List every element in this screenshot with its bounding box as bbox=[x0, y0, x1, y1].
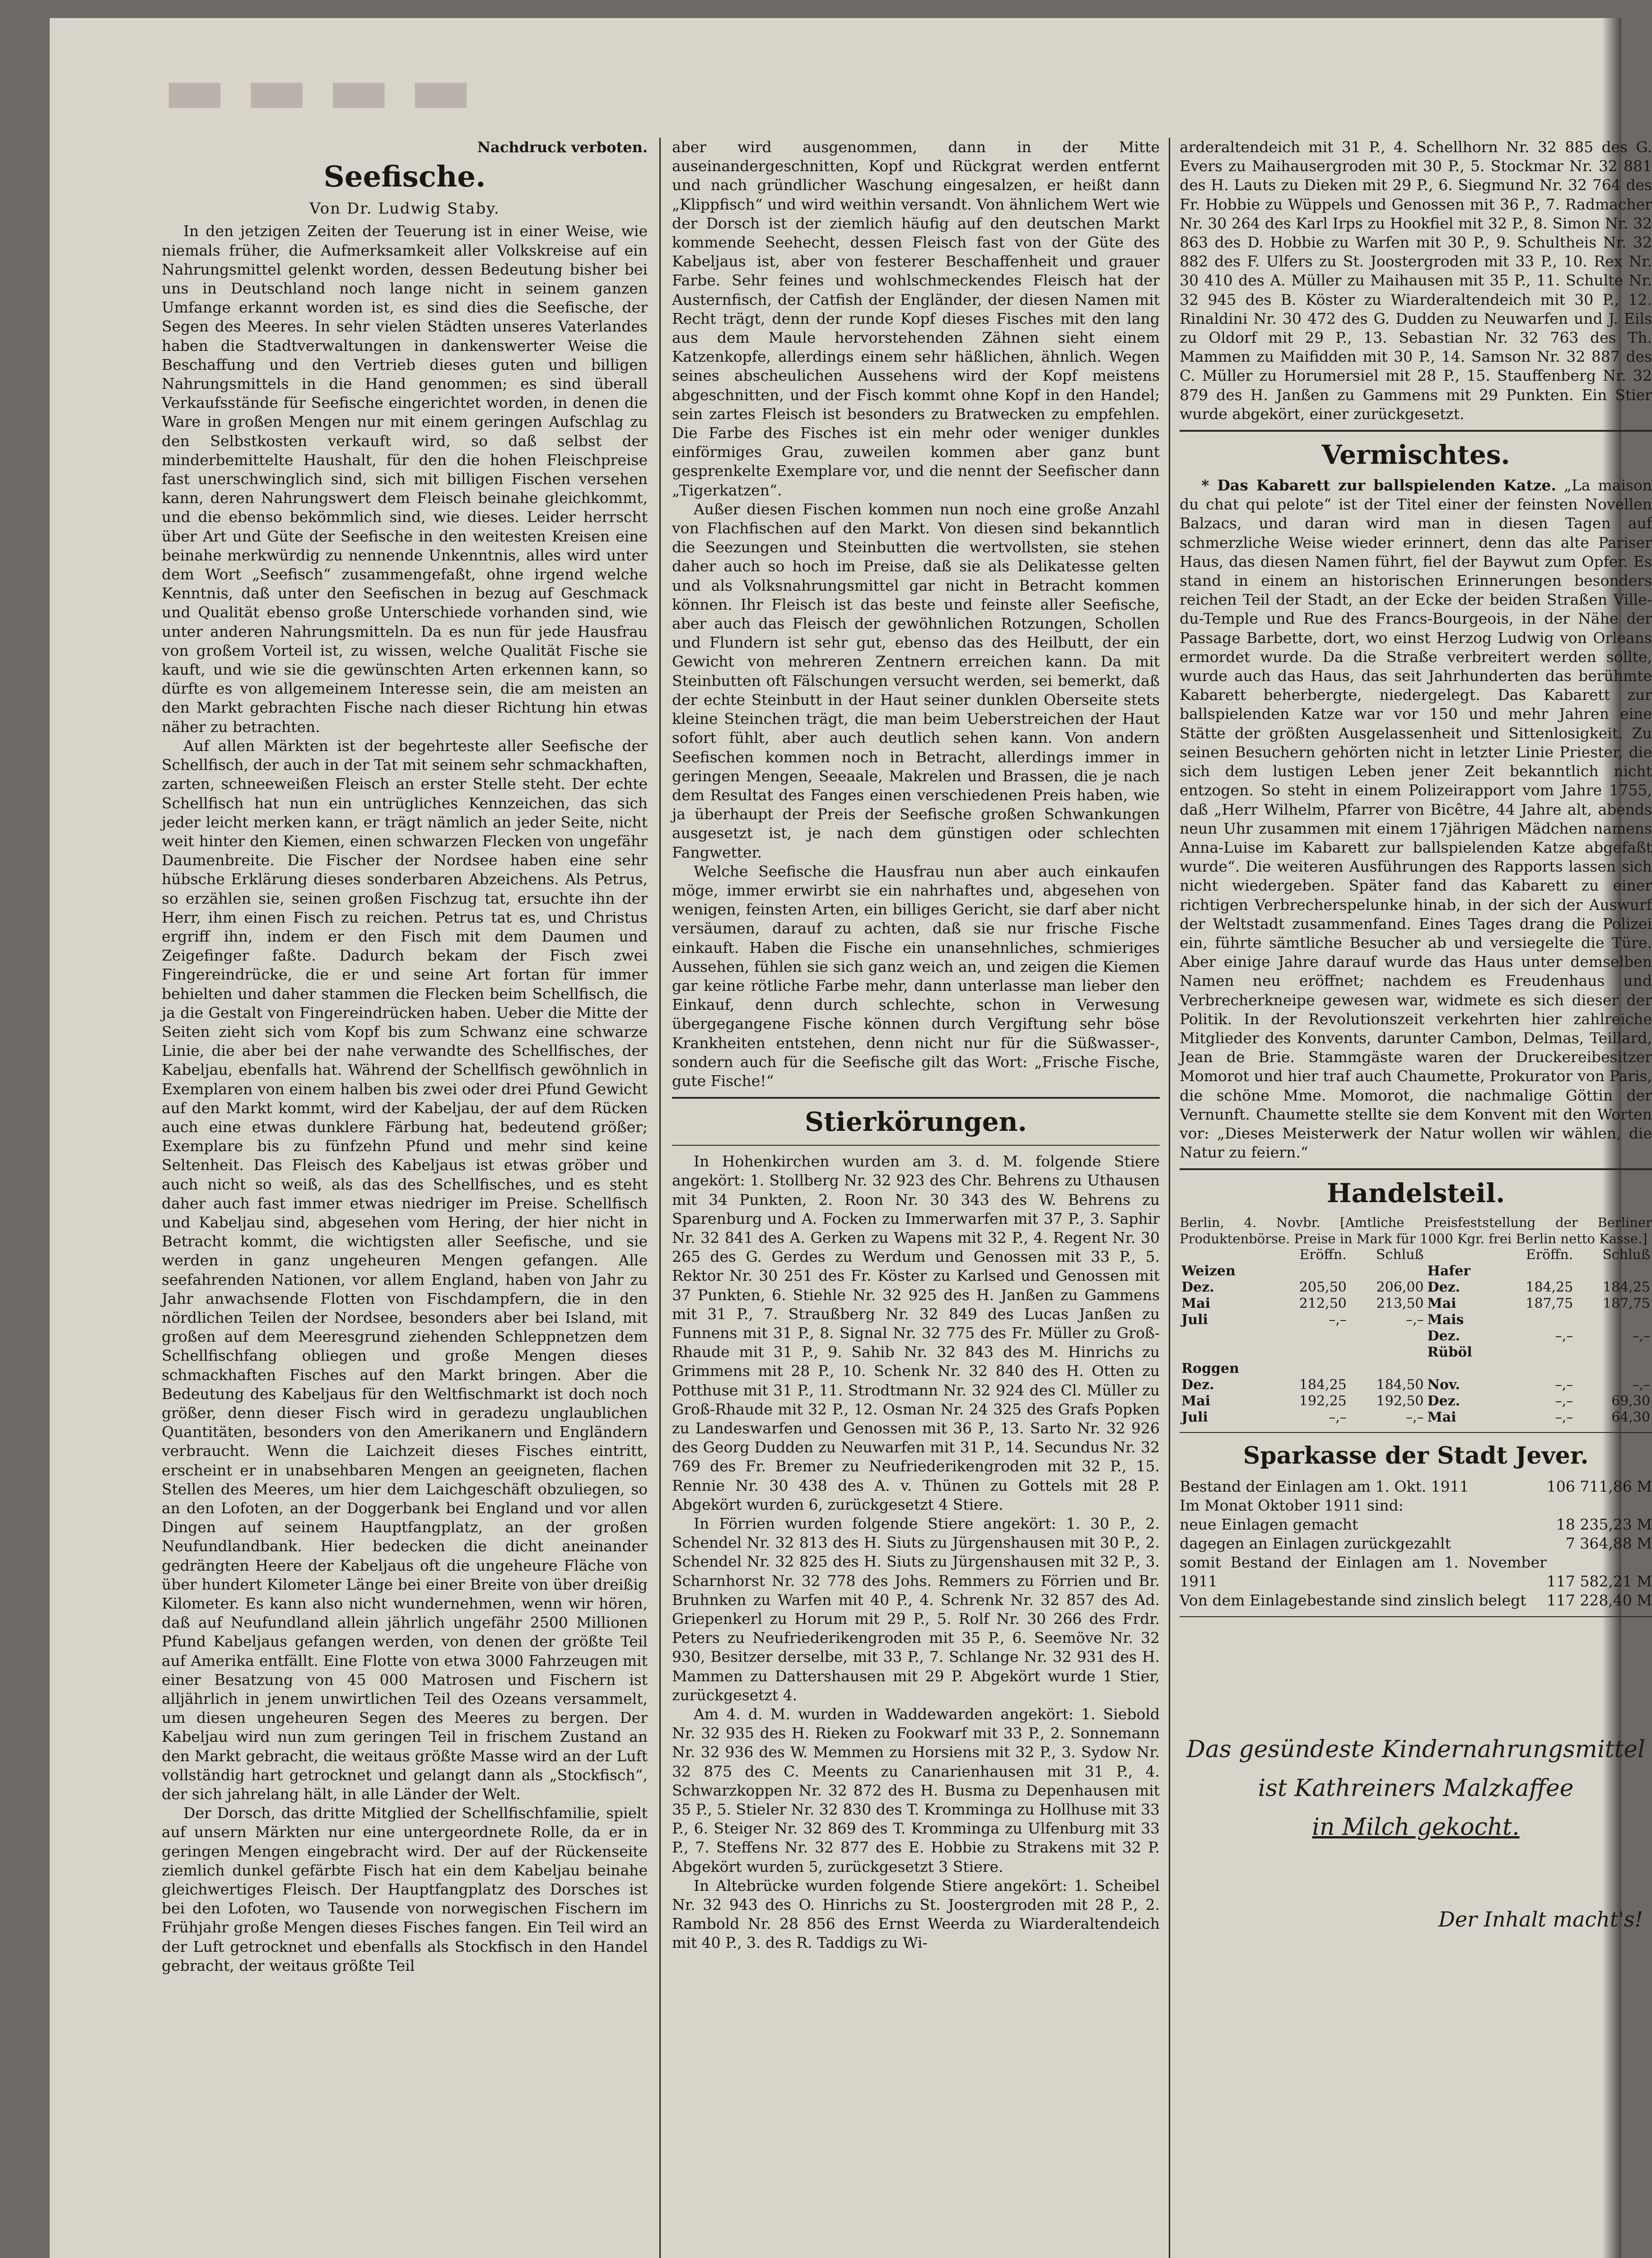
table-row bbox=[1180, 1477, 1652, 1496]
article-paragraph: Außer diesen Fischen kommen nun noch eine große Anzahl von Flachfischen auf den Markt. Von diesen sind bekanntlich die Seezungen und Steinbutten die wertvollsten, sie stehen daher auch so hoch im Preise, daß sie als Delikatesse gelten und als Volksnahrungsmittel gar nicht in Betracht kommen können. Ihr Fleisch ist das beste und feinste aller Seefische, aber auch das Fleisch der gewöhnlichen Rotzungen, Schollen und Flundern ist sehr gut, ebenso das des Heilbutt, der ein Gewicht von mehreren Zentnern erreichen kann. Da mit Steinbutten oft Fälschungen versucht werden, sei bemerkt, daß der echte Steinbutt in der Haut seiner dunklen Oberseite stets kleine Steinchen trägt, die man beim Ueberstreichen der Haut sofort fühlt, aber auch deutlich sehen kann. Von andern Seefischen kommen noch in Betracht, allerdings immer in geringen Mengen, Seeaale, Makrelen und Brassen, die je nach dem Resultat des Fanges einen verschiedenen Preis haben, wie ja überhaupt der Preis der Seefische großen Schwankungen ausgesetzt ist, je nach dem günstigen oder schlechten Fangwetter. bbox=[672, 500, 1160, 861]
table-cell: –,– bbox=[1329, 1312, 1347, 1328]
table-cell: Mai bbox=[1181, 1296, 1211, 1312]
table-row bbox=[1180, 1393, 1652, 1409]
handwritten-signature: Der Inhalt macht's! bbox=[1438, 1907, 1643, 1932]
table-row bbox=[1180, 1534, 1652, 1553]
table-cell bbox=[1349, 1361, 1426, 1377]
table-cell: Juli bbox=[1181, 1409, 1208, 1426]
column-rule-1 bbox=[659, 138, 661, 2258]
table-cell bbox=[1498, 1344, 1575, 1361]
article-paragraph: Auf allen Märkten ist der begehrteste aller Seefische der Schellfisch, der auch in der Tat mit seinem sehr schmackhaften, zarten, schneeweißen Fleisch an erster Stelle steht. Der echte Schellfisch hat nun ein untrügliches Kennzeichen, das sich jeder leicht merken kann, er trägt nämlich an jeder Seite, nicht weit hinter den Kiemen, einen schwarzen Flecken von ungefähr Daumenbreite. Die Fischer der Nordsee haben eine sehr hübsche Erklärung dieses sonderbaren Abzeichens. Als Petrus, so erzählen sie, seinen großen Fischzug tat, ersuchte ihn der Herr, ihm einen Fisch zu reichen. Petrus tat es, und Christus ergriff ihn, indem er den Fisch mit dem Daumen und Zeigefinger faßte. Dadurch bekam der Fisch zwei Fingereindrücke, die er und seine Art fortan für immer behielten und daher stammen die Flecken beim Schellfisch, die ja die Gestalt von Fingereindrücken haben. Ueber die Mitte der Seiten zieht sich vom Kopf bis zum Schwanz eine schwarze Linie, die aber bei der nahe verwandte des Schellfisches, der Kabeljau, ebenfalls hat. Während der Schellfisch gewöhnlich in Exemplaren von einem halben bis zwei oder drei Pfund Gewicht auf den Markt kommt, wird der Kabeljau, der auf dem Rücken auch eine etwas dunklere Färbung hat, bedeutend größer; Exemplare bis zu fünfzehn Pfund und mehr sind keine Seltenheit. Das Fleisch des Kabeljaus ist etwas gröber und auch nicht so weiß, als das des Schellfisches, und es steht daher auch fast immer etwas niedriger im Preise. Schellfisch und Kabeljau sind, abgesehen vom Hering, der hier nicht in Betracht kommt, die wichtigsten aller Seefische, und sie werden in ganz ungeheuren Mengen gefangen. Alle seefahrenden Nationen, vor allem England, haben von Jahr zu Jahr anwachsende Flotten von Fischdampfern, die in den nördlichen Teilen der Nordsee, besonders aber bei Island, mit großen auf dem Meeresgrund ziehenden Schleppnetzen dem Schellfischfang obliegen und große Mengen dieses schmackhaften Fisches auf den Markt bringen. Aber die Bedeutung des Kabeljaus für den Weltfischmarkt ist doch noch größer, denn dieser Fisch wird in geradezu unglaublichen Quantitäten, besonders von den Amerikanern und Engländern verbraucht. Wenn die Laichzeit dieses Fisches eintritt, erscheint er in unabsehbaren Mengen an geeigneten, flachen Stellen des Meeres, um hier dem Laichgeschäft obzuliegen, so an den Lofoten, an der Doggerbank bei England und vor allen Dingen auf seinem Hauptfangplatz, an der großen Neufundlandbank. Hier bedecken die dicht aneinander gedrängten Heere der Kabeljaus oft die ungeheure Fläche von über hundert Kilometer Länge bei einer Breite von über dreißig Kilometer. Es kann also nicht wundernehmen, wenn wir hören, daß auf Neufundland allein jährlich ungefähr 2500 Millionen Pfund Kabeljaus gefangen werden, von denen der größte Teil auf Amerika entfällt. Eine Flotte von etwa 3000 Fahrzeugen mit einer Besatzung von 45 000 Matrosen und Fischern ist alljährlich in jenem unwirtlichen Teil des Ozeans versammelt, um diesen ungeheuren Segen des Meeres zu bergen. Der Kabeljau wird nun zum geringen Teil in frischem Zustand an den Markt gebracht, die weitaus größte Masse wird an der Luft vollständig hart getrocknet und gelangt dann als „Stockfisch“, der sich jahrelang hält, in alle Länder der Welt. bbox=[162, 737, 648, 1803]
handwritten-line: Das gesündeste Kindernahrungsmittel bbox=[1186, 1736, 1645, 1763]
savings-label: somit Bestand der Einlagen am 1. November 1911 bbox=[1180, 1554, 1547, 1591]
table-cell: Dez. bbox=[1427, 1279, 1461, 1296]
table-cell bbox=[1349, 1328, 1426, 1344]
savings-value: 7 364,88 M bbox=[1565, 1535, 1652, 1553]
column-header: Eröffn. bbox=[1299, 1247, 1347, 1263]
savings-label: Im Monat Oktober 1911 sind: bbox=[1180, 1497, 1404, 1515]
table-cell bbox=[1272, 1263, 1349, 1279]
report-paragraph: arderaltendeich mit 31 P., 4. Schellhorn Nr. 32 885 des G. Evers zu Maihausergroden mit 30 P., 5. Stockmar Nr. 32 881 des H. Lauts zu Dieken mit 29 P., 6. Siegmund Nr. 32 764 des Fr. Hobbie zu Wüppels und Genossen mit 36 P., 7. Radmacher Nr. 30 264 des Karl Irps zu Hookfiel mit 32 P., 8. Simon Nr. 32 863 des D. Hobbie zu Warfen mit 30 P., 9. Schultheis Nr. 32 882 des F. Ulfers zu St. Joostergroden mit 33 P., 10. Rex Nr. 30 410 des A. Müller zu Maihausen mit 35 P., 11. Schulte Nr. 32 945 des B. Köster zu Wiarderaltendeich mit 30 P., 12. Rinaldini Nr. 30 472 des G. Dudden zu Neuwarfen und J. Eils zu Oldorf mit 29 P., 13. Sebastian Nr. 32 763 des Th. Mammen zu Maifidden mit 30 P., 14. Samson Nr. 32 887 des C. Müller zu Horumersiel mit 28 P., 15. Stauffenberg Nr. 32 879 des H. Janßen zu Gammens mit 29 Punkten. Ein Stier wurde abgekört, einer zurückgesetzt. bbox=[1180, 138, 1652, 423]
table-header-row bbox=[1180, 1247, 1652, 1263]
table-row bbox=[1180, 1377, 1652, 1393]
table-cell: Juli bbox=[1181, 1312, 1208, 1328]
section-title-handelsteil: Handelsteil. bbox=[1326, 1178, 1505, 1209]
table-cell: –,– bbox=[1632, 1377, 1650, 1393]
column-header: Schluß bbox=[1376, 1247, 1424, 1263]
table-cell: –,– bbox=[1405, 1409, 1424, 1426]
savings-value: 18 235,23 M bbox=[1556, 1516, 1652, 1534]
savings-label: Bestand der Einlagen am 1. Okt. 1911 bbox=[1180, 1478, 1469, 1496]
table-row bbox=[1180, 1263, 1652, 1279]
news-item-headline: * Das Kabarett zur ballspielenden Katze. bbox=[1201, 476, 1556, 495]
table-cell: Rüböl bbox=[1427, 1344, 1472, 1361]
table-cell: –,– bbox=[1555, 1328, 1573, 1344]
table-cell: 192,50 bbox=[1376, 1393, 1424, 1409]
savings-value bbox=[1547, 1496, 1652, 1515]
section-title-stierkoerungen: Stierkörungen. bbox=[805, 1106, 1027, 1138]
table-row bbox=[1180, 1591, 1652, 1610]
table-row bbox=[1180, 1515, 1652, 1534]
table-cell bbox=[1575, 1361, 1652, 1377]
table-cell: Mais bbox=[1427, 1312, 1464, 1328]
savings-bank-table bbox=[1180, 1477, 1652, 1610]
table-cell: 184,25 bbox=[1299, 1377, 1347, 1393]
savings-value: 106 711,86 M bbox=[1546, 1478, 1652, 1496]
table-row bbox=[1180, 1279, 1652, 1296]
table-cell bbox=[1180, 1328, 1272, 1344]
table-cell: –,– bbox=[1405, 1312, 1424, 1328]
table-cell: 184,25 bbox=[1526, 1279, 1573, 1296]
section-title-sparkasse: Sparkasse der Stadt Jever. bbox=[1243, 1442, 1589, 1470]
table-cell: –,– bbox=[1555, 1393, 1573, 1409]
table-cell: 192,25 bbox=[1299, 1393, 1347, 1409]
column-header: Schluß bbox=[1602, 1247, 1650, 1263]
section-divider bbox=[1180, 1616, 1652, 1617]
table-cell bbox=[1180, 1344, 1272, 1361]
table-cell: 206,00 bbox=[1376, 1279, 1424, 1296]
table-cell bbox=[1272, 1328, 1349, 1344]
news-item-text: „La maison du chat qui pelote“ ist der Titel einer der feinsten Novellen Balzacs, und daran wird man in diesen Tagen auf schmerzliche Weise wieder erinnert, denn das alte Pariser Haus, das diesen Namen führt, fiel der Baywut zum Opfer. Es stand in einem an historischen Erinnerungen besonders reichen Teil der Stadt, an der Ecke der beiden Straßen Ville-du-Temple und Rue des Francs-Bourgeois, in der Nähe der Passage Barbette, dort, wo einst Herzog Ludwig von Orleans ermordet wurde. Da die Straße verbreitert werden sollte, wurde auch das Haus, das seit Jahrhunderten das berühmte Kabarett beherbergte, niedergelegt. Das Kabarett zur ballspielenden Katze war vor 150 und mehr Jahren eine Stätte der größten Ausgelassenheit und Sittenlosigkeit. Zu seinen Besuchern gehörten nicht in letzter Linie Priester, die sich dem lustigen Leben jener Zeit bekanntlich nicht entzogen. So steht in einem Polizeirapport vom Jahre 1755, daß „Herr Wilhelm, Pfarrer von Bicêtre, 44 Jahre alt, abends neun Uhr zusammen mit einem 17jährigen Mädchen namens Anna-Luise im Kabarett zur ballspielenden Katze abgefaßt wurde“. Die weiteren Ausführungen des Rapports lassen sich nicht wiedergeben. Später fand das Kabarett zu einer richtigen Verbrecherspelunke hinab, in der sich der Auswurf der Weltstadt zusammenfand. Eines Tages drang die Polizei ein, führte sämtliche Besucher ab und versiegelte die Türe. Aber einige Jahre darauf wurde das Haus unter demselben Namen neu eröffnet; nachdem es Freudenhaus und Verbrecherkneipe gewesen war, widmete es sich dieser der Politik. In der Revolutionszeit verkehrten hier zahlreiche Mitglieder des Konvents, darunter Cambon, Delmas, Teillard, Jean de Brie. Stammgäste waren der Druckereibesitzer Momorot und hier traf auch Chaumette, Prokurator von Paris, die schöne Mme. Momorot, die nachmalige Göttin der Vernunft. Chaumette stellte sie dem Konvent mit den Worten vor: „Dieses Meisterwerk der Natur wollen wir wählen, die Natur zu feiern.“ bbox=[1180, 476, 1652, 1162]
section-divider bbox=[672, 1097, 1160, 1099]
table-row bbox=[1180, 1553, 1652, 1591]
handwritten-line: ist Kathreiners Malzkaffee bbox=[1258, 1775, 1574, 1802]
section-divider bbox=[1180, 430, 1652, 432]
table-cell: Mai bbox=[1181, 1393, 1211, 1409]
handwritten-advertisement bbox=[1180, 1730, 1652, 1847]
table-cell bbox=[1575, 1344, 1652, 1361]
market-report-header: Berlin, 4. Novbr. [Amtliche Preisfeststellung der Berliner Produktenbörse. Preise in Mark für 1000 Kgr. frei Berlin netto Kasse.] bbox=[1180, 1215, 1652, 1247]
table-cell: 187,75 bbox=[1603, 1296, 1650, 1312]
newspaper-page bbox=[50, 18, 1652, 2258]
table-cell: –,– bbox=[1555, 1377, 1573, 1393]
table-cell: –,– bbox=[1329, 1409, 1347, 1426]
table-cell bbox=[1498, 1361, 1575, 1377]
section-title-vermischtes: Vermischtes. bbox=[1321, 439, 1510, 471]
table-cell bbox=[1349, 1263, 1426, 1279]
table-cell: 212,50 bbox=[1299, 1296, 1347, 1312]
report-paragraph: Am 4. d. M. wurden in Waddewarden angekört: 1. Siebold Nr. 32 935 des H. Rieken zu Fookwarf mit 33 P., 2. Sonnemann Nr. 32 936 des W. Memmen zu Horsiens mit 32 P., 3. Sydow Nr. 32 875 des C. Meents zu Canarienhausen mit 31 P., 4. Schwarzkoppen Nr. 32 872 des H. Busma zu Depenhausen mit 35 P., 5. Stieler Nr. 32 830 des T. Kromminga zu Hollhuse mit 33 P., 6. Steiger Nr. 32 869 des T. Kromminga zu Ulfenburg mit 33 P., 7. Steffens Nr. 32 877 des E. Hobbie zu Strakens mit 32 P. Abgekört wurden 5, zurückgesetzt 3 Stiere. bbox=[672, 1705, 1160, 1875]
handwritten-line: in Milch gekocht. bbox=[1312, 1814, 1520, 1841]
report-paragraph: In Altebrücke wurden folgende Stiere angekört: 1. Scheibel Nr. 32 943 des O. Hinrichs zu St. Joostergroden mit 28 P., 2. Rambold Nr. 28 856 des Ernst Weerda zu Wiarderaltendeich mit 40 P., 3. des R. Taddigs zu Wi- bbox=[672, 1876, 1160, 1952]
section-divider bbox=[1180, 1432, 1652, 1433]
table-cell: 205,50 bbox=[1299, 1279, 1347, 1296]
table-cell: Dez. bbox=[1181, 1279, 1214, 1296]
table-cell: Dez. bbox=[1427, 1328, 1461, 1344]
table-cell: Hafer bbox=[1427, 1263, 1471, 1279]
table-row bbox=[1180, 1361, 1652, 1377]
news-item bbox=[1180, 476, 1652, 1162]
table-cell: –,– bbox=[1555, 1409, 1573, 1426]
report-paragraph: In Hohenkirchen wurden am 3. d. M. folgende Stiere angekört: 1. Stollberg Nr. 32 923 des Chr. Behrens zu Uthausen mit 34 Punkten, 2. Roon Nr. 30 343 des W. Behrens zu Sparenburg und A. Focken zu Immerwarfen mit 37 P., 3. Saphir Nr. 32 841 des A. Gerken zu Wapens mit 32 P., 4. Regent Nr. 30 265 des G. Gerdes zu Werdum und Genossen mit 33 P., 5. Rektor Nr. 30 251 des Fr. Köster zu Karlsed und Genossen mit 37 Punkten, 6. Stiehle Nr. 32 925 des H. Janßen zu Gammens mit 31 P., 7. Straußberg Nr. 32 849 des Lucas Janßen zu Funnens mit 31 P., 8. Signal Nr. 32 775 des Fr. Müller zu Groß-Rhaude mit 31 P., 9. Sahib Nr. 32 843 des M. Hinrichs zu Grimmens mit 28 P., 10. Schenk Nr. 32 840 des H. Otten zu Potthuse mit 31 P., 11. Strodtmann Nr. 32 924 des Cl. Müller zu Groß-Rhaude mit 32 P., 12. Osman Nr. 24 325 des Grafs Popken zu Landeswarfen und Genossen mit 36 P., 13. Sarto Nr. 32 926 des Georg Dudden zu Neuwarfen mit 31 P., 14. Secundus Nr. 32 769 des Fr. Bremer zu Neufriederikengroden mit 32 P., 15. Rennie Nr. 30 438 des A. v. Thünen zu Gottels mit 28 P. Abgekört wurden 6, zurückgesetzt 4 Stiere. bbox=[672, 1152, 1160, 1513]
table-cell bbox=[1498, 1263, 1575, 1279]
savings-label: Von dem Einlagebestande sind zinslich belegt bbox=[1180, 1591, 1526, 1610]
table-cell: Weizen bbox=[1181, 1263, 1236, 1279]
table-cell: Mai bbox=[1427, 1409, 1456, 1426]
report-paragraph: In Förrien wurden folgende Stiere angekört: 1. 30 P., 2. Schendel Nr. 32 813 des H. Siuts zu Jürgenshausen mit 30 P., 2. Schendel Nr. 32 825 des H. Siuts zu Jürgenshausen mit 32 P., 3. Scharnhorst Nr. 32 778 des Johs. Remmers zu Förrien und Br. Bruhnken zu Warfen mit 40 P., 4. Schrenk Nr. 32 857 des Ad. Griepenkerl zu Horum mit 29 P., 5. Rolf Nr. 30 266 des Frdr. Peters zu Neufriederikengroden mit 35 P., 6. Seemöve Nr. 32 930, Besitzer derselbe, mit 33 P., 7. Schlange Nr. 32 931 des H. Mammen zu Dattershausen mit 29 P. Abgekört wurde 1 Stier, zurückgesetzt 4. bbox=[672, 1515, 1160, 1704]
article-author: Von Dr. Ludwig Staby. bbox=[309, 200, 500, 218]
section-divider bbox=[672, 1145, 1160, 1146]
table-cell bbox=[1498, 1312, 1575, 1328]
savings-label: neue Einlagen gemacht bbox=[1180, 1516, 1358, 1534]
table-cell: 184,50 bbox=[1376, 1377, 1424, 1393]
column-1 bbox=[162, 138, 648, 1975]
market-price-table bbox=[1180, 1247, 1652, 1426]
bleed-through-masthead: ▬▬▬▬ bbox=[163, 50, 491, 129]
column-3 bbox=[1180, 138, 1652, 1932]
article-paragraph: aber wird ausgenommen, dann in der Mitte auseinandergeschnitten, Kopf und Rückgrat werden entfernt und nach gründlicher Waschung eingesalzen, er heißt dann „Klippfisch“ und wird weithin versandt. Von ähnlichem Wert wie der Dorsch ist der ziemlich häufig auf den deutschen Markt kommende Seehecht, dessen Fleisch fast von der Güte des Kabeljaus ist, aber von festerer Beschaffenheit und grauer Farbe. Sehr feines und wohlschmeckendes Fleisch hat der Austernfisch, der Catfish der Engländer, der diesen Namen mit Recht trägt, denn der runde Kopf dieses Fisches mit den lang aus dem Maule hervorstehenden Zähnen sieht einem Katzenkopfe, allerdings einem sehr häßlichen, ähnlich. Wegen seines abscheulichen Aussehens wird der Kopf meistens abgeschnitten, und der Fisch kommt ohne Kopf in den Handel; sein zartes Fleisch ist besonders zu Bratwecken zu empfehlen. Die Farbe des Fisches ist ein mehr oder weniger dunkles einförmiges Grau, zuweilen kommen aber ganz bunt gesprenkelte Exemplare vor, und die nennt der Seefischer dann „Tigerkatzen“. bbox=[672, 138, 1160, 499]
section-divider bbox=[1180, 1168, 1652, 1170]
table-cell: 64,30 bbox=[1611, 1409, 1650, 1426]
table-cell: Roggen bbox=[1181, 1361, 1239, 1377]
table-cell: 213,50 bbox=[1376, 1296, 1424, 1312]
table-cell bbox=[1272, 1361, 1349, 1377]
column-2 bbox=[672, 138, 1160, 1953]
savings-label: dagegen an Einlagen zurückgezahlt bbox=[1180, 1535, 1451, 1553]
table-row bbox=[1180, 1328, 1652, 1344]
table-cell bbox=[1272, 1344, 1349, 1361]
reprint-notice: Nachdruck verboten. bbox=[477, 139, 648, 156]
table-cell: Nov. bbox=[1427, 1377, 1460, 1393]
table-cell bbox=[1426, 1361, 1498, 1377]
table-row bbox=[1180, 1344, 1652, 1361]
table-cell bbox=[1575, 1312, 1652, 1328]
savings-value: 117 228,40 M bbox=[1546, 1591, 1652, 1610]
article-paragraph: Der Dorsch, das dritte Mitglied der Schellfischfamilie, spielt auf unsern Märkten nur eine untergeordnete Rolle, da er in geringen Mengen eingebracht wird. Der auf der Rückenseite ziemlich dunkel gefärbte Fisch hat ein dem Kabeljau beinahe gleichwertiges Fleisch. Der Hauptfangplatz des Dorsches ist bei den Lofoten, wo Tausende von norwegischen Fischern im Frühjahr große Mengen dieses Fisches fangen. Ein Teil wird an der Luft getrocknet und ebenfalls als Stockfisch in den Handel gebracht, der weitaus größte Teil bbox=[162, 1804, 648, 1974]
table-row bbox=[1180, 1409, 1652, 1426]
table-row bbox=[1180, 1496, 1652, 1515]
table-cell: –,– bbox=[1632, 1328, 1650, 1344]
table-cell: 187,75 bbox=[1526, 1296, 1573, 1312]
table-cell: Mai bbox=[1427, 1296, 1456, 1312]
table-cell: Dez. bbox=[1181, 1377, 1214, 1393]
article-paragraph: In den jetzigen Zeiten der Teuerung ist in einer Weise, wie niemals früher, die Aufmerksamkeit aller Volkskreise auf ein Nahrungsmittel gelenkt worden, dessen Bedeutung bisher bei uns in Deutschland noch lange nicht in seinem ganzen Umfange erkannt worden ist, es sind dies die Seefische, der Segen des Meeres. In sehr vielen Städten unseres Vaterlandes haben die Stadtverwaltungen in dankenswerter Weise die Beschaffung und den Vertrieb dieses guten und billigen Nahrungsmittels in die Hand genommen; es sind überall Verkaufsstände für Seefische eingerichtet worden, in denen die Ware in großen Mengen nur mit einem geringen Aufschlag zu den Selbstkosten verkauft wird, so daß selbst der minderbemittelte Haushalt, für den die hohen Fleischpreise fast unerschwinglich sind, sich mit billigen Fischen versehen kann, deren Nahrungswert dem Fleisch beinahe gleichkommt, und die ebenso bekömmlich sind, wie dieses. Leider herrscht über Art und Güte der Seefische in den weitesten Kreisen eine beinahe merkwürdig zu nennende Unkenntnis, alles wird unter dem Wort „Seefisch“ zusammengefaßt, ohne irgend welche Kenntnis, daß unter den Seefischen in bezug auf Geschmack und Qualität ebenso große Unterschiede vorhanden sind, wie unter anderen Nahrungsmitteln. Da es nun für jede Hausfrau von großem Vorteil ist, zu wissen, welche Qualität Fische sie kauft, und wie sie die gewünschten Arten erkennen kann, so dürfte es von allgemeinem Interesse sein, die am meisten an den Markt gebrachten Fische nach dieser Richtung hin etwas näher zu betrachten. bbox=[162, 222, 648, 736]
table-cell bbox=[1575, 1263, 1652, 1279]
article-paragraph: Welche Seefische die Hausfrau nun aber auch einkaufen möge, immer erwirbt sie ein nahrhaftes und, abgesehen von wenigen, feinsten Arten, ein billiges Gericht, sie darf aber nicht versäumen, darauf zu achten, daß sie nur frische Fische einkauft. Haben die Fische ein unansehnliches, schmieriges Aussehen, fühlen sie sich ganz weich an, und zeigen die Kiemen gar keine rötliche Farbe mehr, dann unterlasse man lieber den Einkauf, denn durch schlechte, schon in Verwesung übergegangene Fische können durch Vergiftung sehr böse Krankheiten entstehen, denn nicht nur für die Süßwasser-, sondern auch für die Seefische gilt das Wort: „Frische Fische, gute Fische!“ bbox=[672, 862, 1160, 1090]
table-cell: 184,25 bbox=[1603, 1279, 1650, 1296]
table-row bbox=[1180, 1296, 1652, 1312]
column-rule-2 bbox=[1169, 138, 1170, 2258]
savings-value: 117 582,21 M bbox=[1546, 1572, 1652, 1591]
table-cell: Dez. bbox=[1427, 1393, 1461, 1409]
table-row bbox=[1180, 1312, 1652, 1328]
article-title-seefische: Seefische. bbox=[323, 160, 486, 194]
table-cell bbox=[1349, 1344, 1426, 1361]
table-cell: 69,30 bbox=[1611, 1393, 1650, 1409]
column-header: Eröffn. bbox=[1526, 1247, 1573, 1263]
